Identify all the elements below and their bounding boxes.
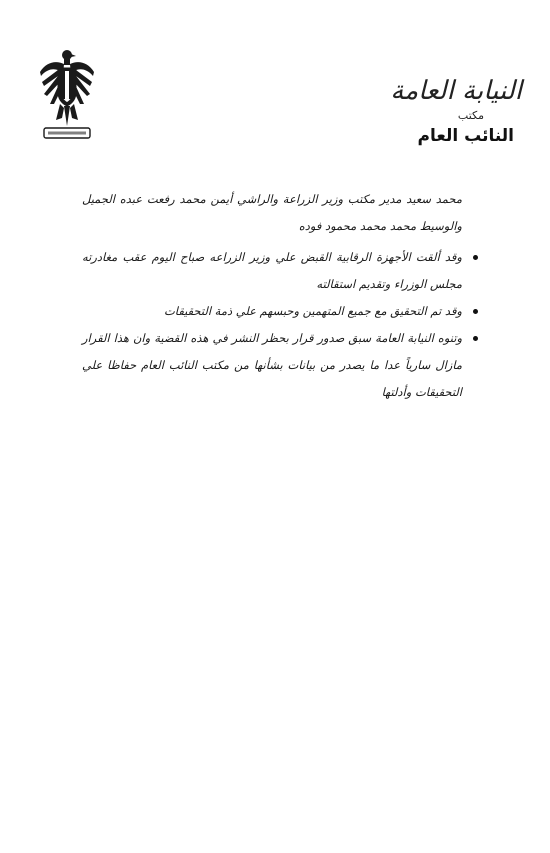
header	[332, 76, 522, 147]
bullet-icon	[473, 255, 478, 260]
header-office: النائب العام	[417, 126, 514, 146]
bullet-item-3	[82, 325, 462, 406]
bullet-icon	[473, 336, 478, 341]
bullet-text-3: وتنوه النيابة العامة سبق صدور قرار بحظر النشر في هذه القضية وان هذا القرار مازال سارياً عدا ما يصدر من بيانات بشأنها من مكتب النائب العام حفاظا علي التحقيقات وأدلتها	[82, 331, 462, 399]
bullet-text-1: وقد ألقت الأجهزة الرقابية القبض علي وزير الزراعه صباح اليوم عقب مغادرته مجلس الوزراء وتقديم استقالته	[82, 250, 462, 291]
header-subtitle: مكتب	[457, 109, 484, 122]
document-body	[82, 186, 462, 406]
bullet-text-2: وقد تم التحقيق مع جميع المتهمين وحبسهم علي ذمة التحقيقات	[163, 304, 462, 318]
bullet-item-2	[82, 298, 462, 325]
intro-paragraph: محمد سعيد مدير مكتب وزير الزراعة والراشي أيمن محمد رفعت عبده الجميل والوسيط محمد محمد محمود فوده	[82, 192, 462, 233]
bullet-icon	[473, 309, 478, 314]
bullet-item-1	[82, 244, 462, 298]
eagle-emblem-icon	[38, 46, 96, 144]
header-title: النيابة العامة	[390, 76, 522, 106]
